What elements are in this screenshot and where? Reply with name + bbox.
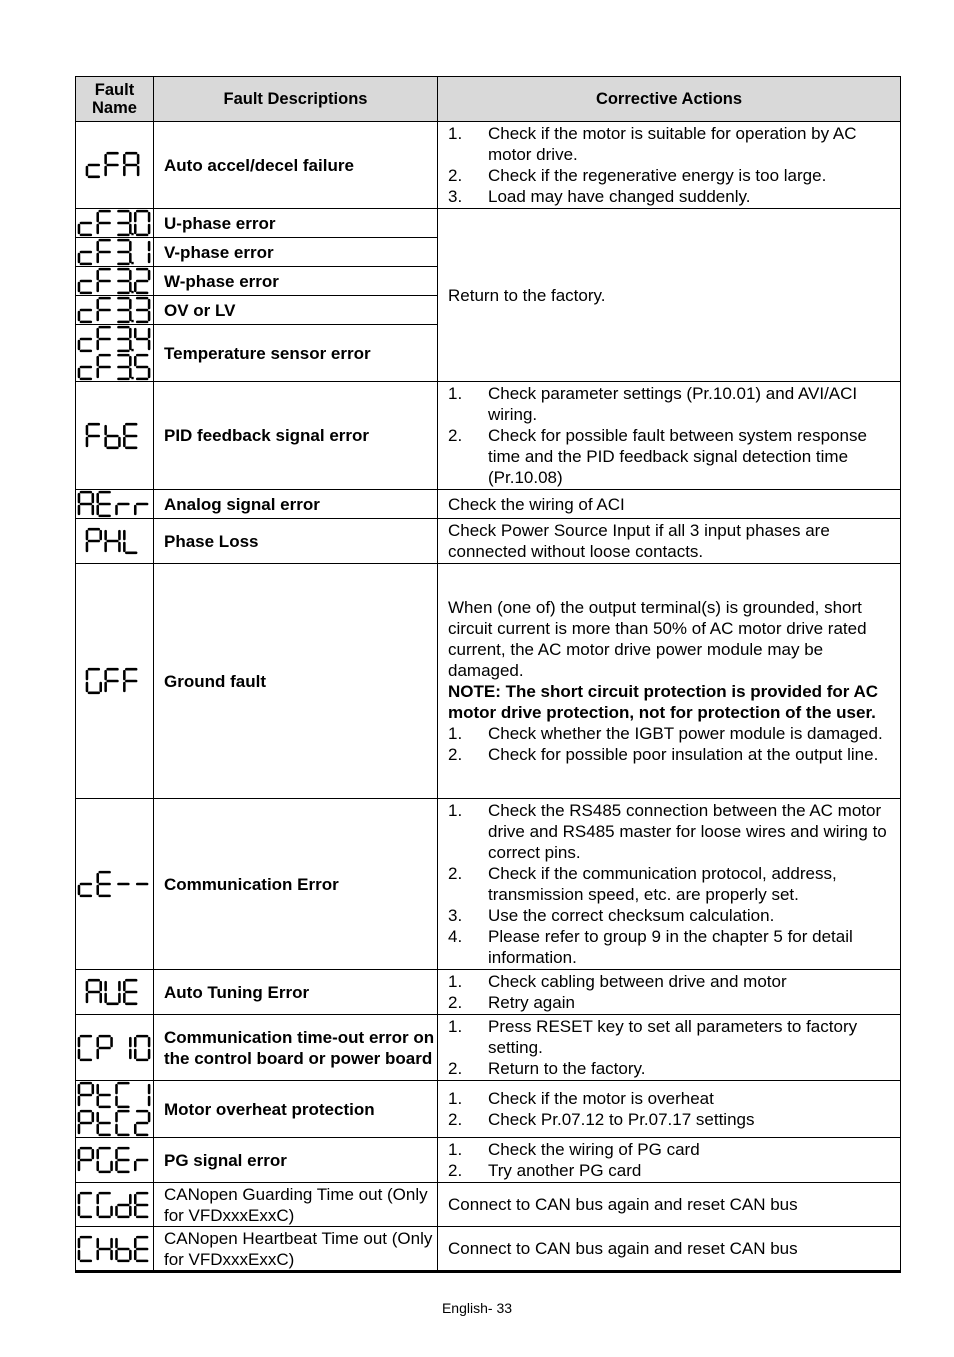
action-list-item: 1. Check if the motor is suitable for operation by AC motor drive. [448,124,857,164]
action-list-item: 2. Check for possible poor insulation at the output line. [448,745,879,764]
table-row [76,1138,901,1183]
fault-name-cell [76,1138,154,1183]
corrective-actions [438,1015,901,1081]
fault-code-icon [76,1109,156,1137]
fault-name-cell [76,1015,154,1081]
action-list-item: 2. Check for possible fault between system response time and the PID feedback signal detection time (Pr.10.08) [448,426,867,487]
corrective-actions [438,519,901,564]
fault-code-icon [76,1191,156,1219]
action-list-item: 1. Check cabling between drive and motor [448,972,787,991]
table-row [76,382,901,490]
fault-code-icon [84,151,145,179]
fault-name-cell [76,382,154,490]
action-text: When (one of) the output terminal(s) is grounded, short circuit current is more than 50% of AC motor drive rated current, the AC motor drive power module may be damaged. [448,598,867,680]
fault-code-icon [76,238,156,266]
fault-description: Analog signal error [154,490,438,519]
table-row [76,209,901,238]
table-row [76,490,901,519]
corrective-actions [438,1227,901,1272]
action-text: Connect to CAN bus again and reset CAN bus [448,1239,798,1258]
corrective-actions [438,970,901,1015]
fault-description: Auto Tuning Error [154,970,438,1015]
fault-name-cell [76,799,154,970]
fault-code-icon [84,422,145,450]
action-list-item: 1. Check the RS485 connection between the AC motor drive and RS485 master for loose wires and wiring to correct pins. [448,801,887,862]
fault-table [75,76,901,1273]
fault-name-cell [76,970,154,1015]
corrective-actions [438,1081,901,1138]
fault-description: V-phase error [154,238,438,267]
corrective-actions [438,209,901,382]
fault-description: Motor overheat protection [154,1081,438,1138]
action-list-item: 1. Press RESET key to set all parameters to factory setting. [448,1017,858,1057]
action-list-item: 1. Check parameter settings (Pr.10.01) and AVI/ACI wiring. [448,384,858,424]
fault-description: U-phase error [154,209,438,238]
fault-description: CANopen Heartbeat Time out (Only for VFDxxxExxC) [154,1227,438,1272]
fault-description: Phase Loss [154,519,438,564]
fault-description: OV or LV [154,296,438,325]
fault-name-cell [76,209,154,238]
fault-description: PID feedback signal error [154,382,438,490]
table-row [76,564,901,799]
corrective-actions [438,564,901,799]
fault-name-cell [76,519,154,564]
fault-code-icon [76,1146,156,1174]
fault-code-icon [84,527,145,555]
action-list-item: 1. Check if the motor is overheat [448,1089,714,1108]
fault-code-icon [84,667,145,695]
table-row [76,1015,901,1081]
action-list-item: 2. Retry again [448,993,575,1012]
action-list-item: 3. Use the correct checksum calculation. [448,906,775,925]
table-row [76,1227,901,1272]
fault-description: Ground fault [154,564,438,799]
fault-name-cell [76,122,154,209]
fault-code-icon [76,490,156,518]
fault-code-icon [76,296,156,324]
fault-description: Communication Error [154,799,438,970]
fault-code-icon [76,1081,156,1109]
fault-code-icon [76,870,156,898]
fault-name-cell [76,1183,154,1227]
fault-code-icon [76,325,156,353]
table-row [76,799,901,970]
action-list-item: 2. Try another PG card [448,1161,642,1180]
corrective-actions [438,799,901,970]
fault-description: PG signal error [154,1138,438,1183]
action-list-item: 4. Please refer to group 9 in the chapter 5 for detail information. [448,927,853,967]
corrective-actions [438,490,901,519]
header-fault-name: Fault Name [76,77,154,122]
action-list-item: 2. Return to the factory. [448,1059,646,1078]
table-row [76,519,901,564]
fault-description: Auto accel/decel failure [154,122,438,209]
corrective-actions [438,1138,901,1183]
action-text: Check Power Source Input if all 3 input phases are connected without loose contacts. [448,521,830,561]
fault-code-icon [76,209,156,237]
header-fault-descriptions: Fault Descriptions [154,77,438,122]
action-list-item: 2. Check Pr.07.12 to Pr.07.17 settings [448,1110,755,1129]
action-list-item: 2. Check if the regenerative energy is too large. [448,166,827,185]
fault-code-icon [76,1034,156,1062]
fault-description: W-phase error [154,267,438,296]
header-corrective-actions: Corrective Actions [438,77,901,122]
fault-name-cell [76,1227,154,1272]
action-text: Return to the factory. [448,285,606,305]
action-note: NOTE: The short circuit protection is provided for AC motor drive protection, not for protection of the user. [448,682,879,722]
fault-name-cell [76,267,154,296]
fault-description: Temperature sensor error [154,325,438,382]
table-row [76,122,901,209]
fault-code-icon [76,353,156,381]
fault-name-cell [76,1081,154,1138]
fault-name-cell [76,564,154,799]
action-text: Check the wiring of ACI [448,494,625,514]
table-row [76,970,901,1015]
page-footer: English- 33 [441,1300,513,1316]
corrective-actions [438,122,901,209]
action-list-item: 3. Load may have changed suddenly. [448,187,751,206]
fault-code-icon [84,978,145,1006]
fault-name-cell [76,325,154,382]
fault-description: Communication time-out error on the control board or power board [154,1015,438,1081]
table-row [76,1183,901,1227]
fault-name-cell [76,490,154,519]
table-row [76,1081,901,1138]
fault-code-icon [76,1235,156,1263]
table-header-row [76,77,901,122]
fault-name-cell [76,296,154,325]
action-list-item: 1. Check whether the IGBT power module is damaged. [448,724,883,743]
fault-description: CANopen Guarding Time out (Only for VFDxxxExxC) [154,1183,438,1227]
action-list-item: 1. Check the wiring of PG card [448,1140,700,1159]
fault-code-icon [76,267,156,295]
action-text: Connect to CAN bus again and reset CAN bus [448,1195,798,1214]
corrective-actions [438,1183,901,1227]
fault-name-cell [76,238,154,267]
corrective-actions [438,382,901,490]
action-list-item: 2. Check if the communication protocol, address, transmission speed, etc. are properly set. [448,864,837,904]
